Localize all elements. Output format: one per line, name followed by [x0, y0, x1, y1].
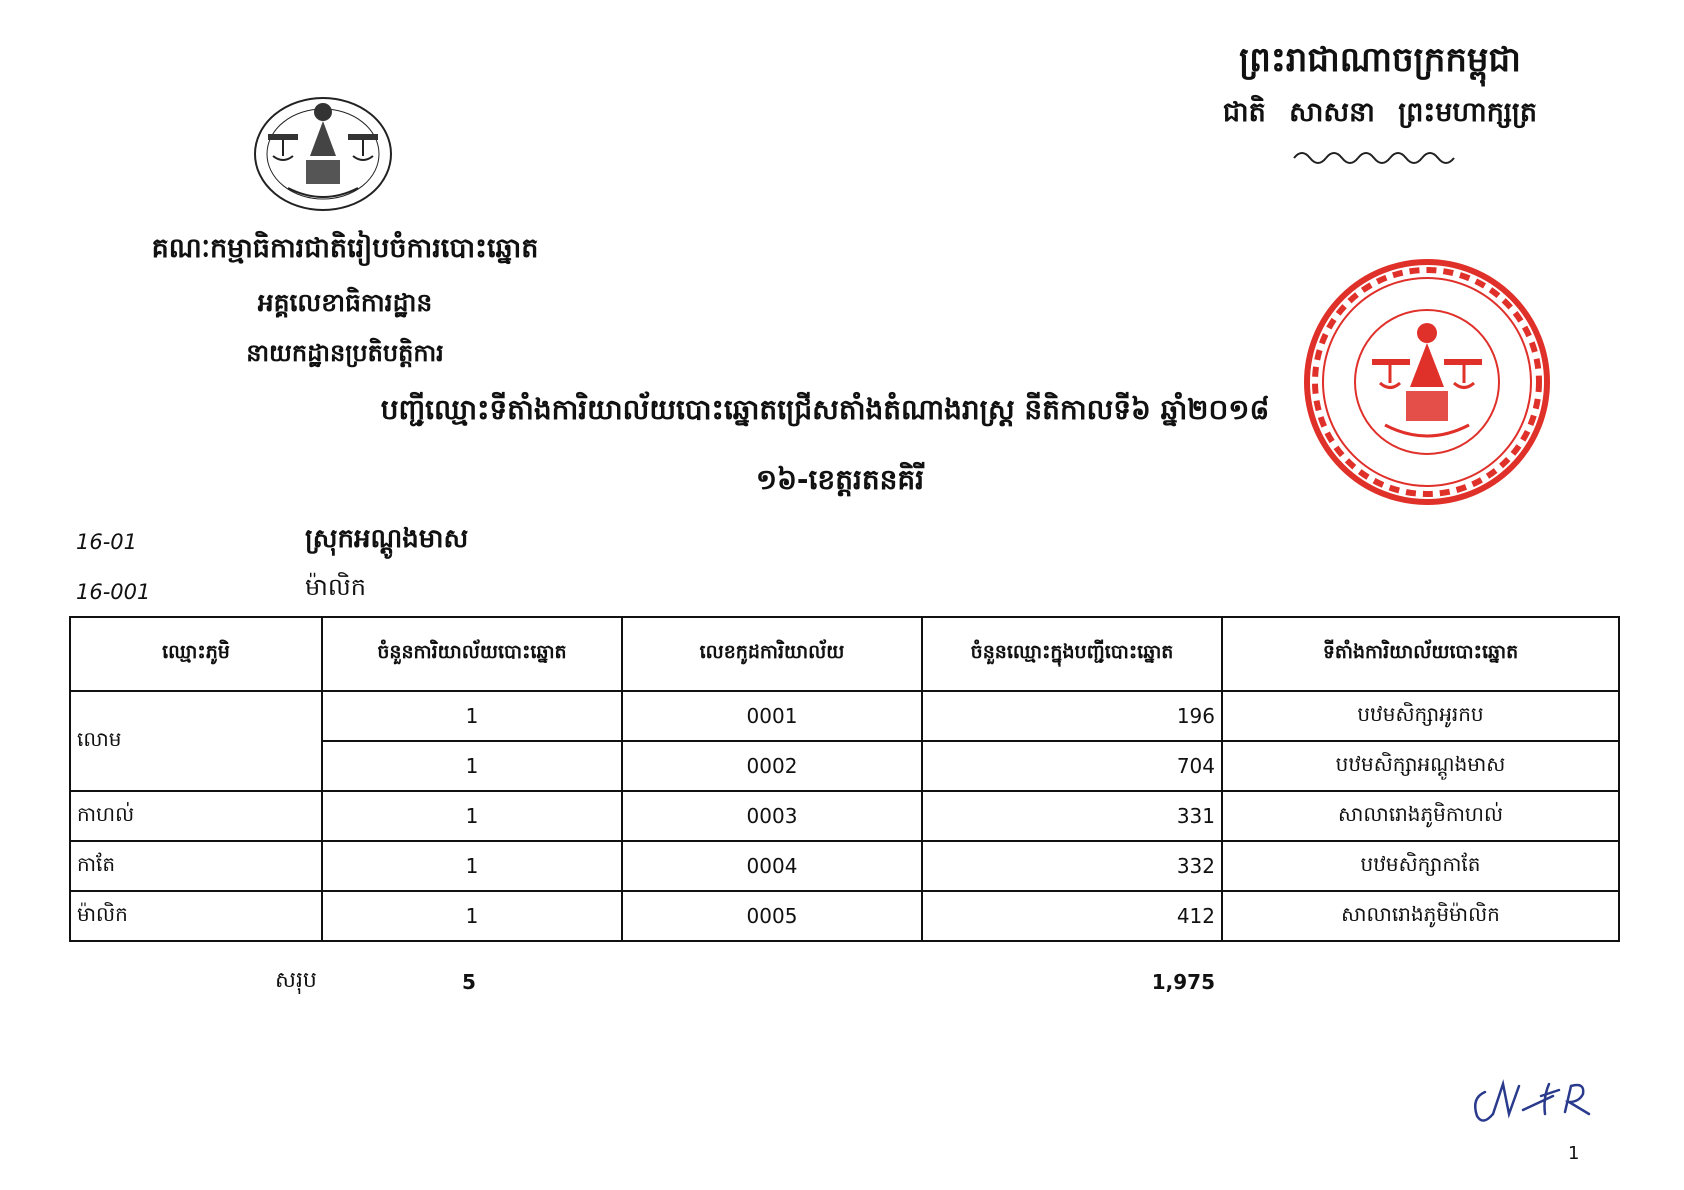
- district-code: 16-01: [76, 530, 138, 554]
- province-subtitle: ១៦-ខេត្តរតនគិរី: [755, 463, 925, 496]
- village-name: កាហល់: [70, 791, 322, 841]
- header-station-code: លេខកូដការិយាល័យ: [622, 617, 922, 691]
- table-header-row: [70, 617, 1619, 691]
- village-name: ម៉ាលិក: [70, 891, 322, 941]
- header-station-count: ចំនួនការិយាល័យបោះឆ្នោត: [322, 617, 622, 691]
- station-location: សាលារោងភូមិម៉ាលិក: [1222, 891, 1619, 941]
- voter-count: 331: [922, 791, 1222, 841]
- total-stations: 5: [462, 970, 476, 994]
- commune-name: ម៉ាលិក: [305, 573, 366, 601]
- header-village: ឈ្មោះភូមិ: [70, 617, 322, 691]
- header-station-location: ទីតាំងការិយាល័យបោះឆ្នោត: [1222, 617, 1619, 691]
- station-code: 0003: [622, 791, 922, 841]
- total-label: សរុប: [275, 968, 317, 993]
- voter-count: 196: [922, 691, 1222, 741]
- station-location: បឋមសិក្សាអូរកប: [1222, 691, 1619, 741]
- station-code: 0002: [622, 741, 922, 791]
- header-voter-count: ចំនួនឈ្មោះក្នុងបញ្ជីបោះឆ្នោត: [922, 617, 1222, 691]
- district-name: ស្រុកអណ្ដូងមាស: [305, 524, 469, 554]
- station-location: សាលារោងភូមិកាហល់: [1222, 791, 1619, 841]
- document-title: បញ្ជីឈ្មោះទីតាំងការិយាល័យបោះឆ្នោតជ្រើសតាំងតំណាងរាស្ត្រ នីតិកាលទី៦ ឆ្នាំ២០១៨: [380, 393, 1270, 426]
- station-code: 0001: [622, 691, 922, 741]
- station-code: 0004: [622, 841, 922, 891]
- voter-count: 704: [922, 741, 1222, 791]
- station-count: 1: [322, 791, 622, 841]
- voter-count: 412: [922, 891, 1222, 941]
- station-location: បឋមសិក្សាអណ្ដូងមាស: [1222, 741, 1619, 791]
- commune-code: 16-001: [76, 580, 151, 604]
- voter-count: 332: [922, 841, 1222, 891]
- village-name: កាតែ: [70, 841, 322, 891]
- table-row: [70, 791, 1619, 841]
- station-count: 1: [322, 691, 622, 741]
- table-row: [70, 841, 1619, 891]
- national-motto: ជាតិ សាសនា ព្រះមហាក្សត្រ: [1222, 97, 1538, 128]
- table-row: [70, 891, 1619, 941]
- kingdom-title: ព្រះរាជាណាចក្រកម្ពុជា: [1239, 40, 1521, 80]
- village-name: លោម: [70, 691, 322, 791]
- station-code: 0005: [622, 891, 922, 941]
- signature-icon: [1465, 1070, 1615, 1134]
- station-count: 1: [322, 741, 622, 791]
- nec-emblem-icon: [248, 86, 398, 218]
- station-location: បឋមសិក្សាកាតែ: [1222, 841, 1619, 891]
- ornament-divider-icon: [1290, 146, 1470, 170]
- station-count: 1: [322, 841, 622, 891]
- organization-name: គណៈកម្មាធិការជាតិរៀបចំការបោះឆ្នោត: [151, 233, 539, 264]
- polling-stations-table: [69, 616, 1620, 942]
- department-name: អគ្គលេខាធិការដ្ឋាន: [257, 288, 433, 317]
- official-seal-icon: [1300, 255, 1554, 513]
- office-name: នាយកដ្ឋានប្រតិបត្តិការ: [246, 339, 444, 367]
- total-voters: 1,975: [1151, 970, 1215, 994]
- table-row: [70, 691, 1619, 741]
- station-count: 1: [322, 891, 622, 941]
- page-number: 1: [1568, 1143, 1580, 1164]
